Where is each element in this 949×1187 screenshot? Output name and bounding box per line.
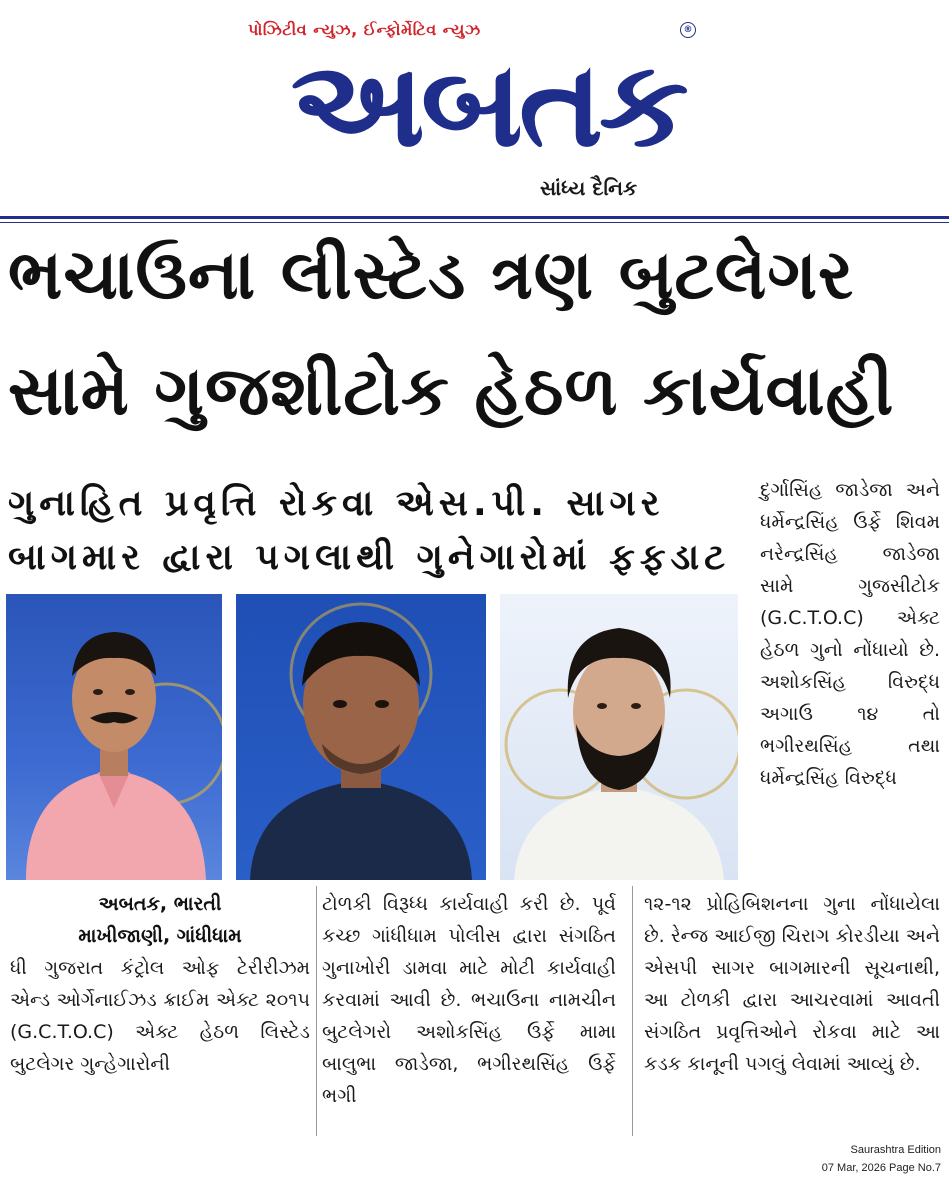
- column-divider-1: [316, 886, 317, 1136]
- side-column-text: દુર્ગાસિંહ જાડેજા અને ધર્મેન્દ્રસિંહ ઉર્ફે શિવમ નરેન્દ્રસિંહ જાડેજા સામે ગુજસીટોક (G.C.T.O.C) એક્ટ હેઠળ ગુનો નોંધાયો છે. અશોકસિંહ વિરુદ્ધ અગાઉ ૧૪ તો ભગીરથસિંહ તથા ધર્મેન્દ્રસિંહ વિરુદ્ધ: [760, 479, 940, 789]
- edition-label: Saurashtra Edition: [850, 1144, 941, 1156]
- accused-photo-2-image: [236, 594, 486, 880]
- date-page-label: 07 Mar, 2026 Page No.7: [821, 1162, 941, 1174]
- headline-line-2: સામે ગુજશીટોક હેઠળ કાર્યવાહી: [8, 352, 895, 431]
- accused-photo-3: [500, 594, 738, 880]
- subheadline-line-1: ગુનાહિત પ્રવૃત્તિ રોકવા એસ.પી. સાગર: [8, 483, 665, 524]
- masthead-rule-thin: [0, 222, 949, 223]
- accused-photo-1: [6, 594, 222, 880]
- byline-line-2: માખીજાણી, ગાંધીધામ: [78, 925, 242, 947]
- subheadline-line-2: બાગમાર દ્વારા પગલાથી ગુનેગારોમાં ફફડાટ: [8, 537, 731, 578]
- accused-photo-3-image: [500, 594, 738, 880]
- accused-photo-2: [236, 594, 486, 880]
- byline-line-1: અબતક, ભારતી: [98, 893, 222, 915]
- article-column-1-text: ધી ગુજરાત કંટ્રોલ ઓફ ટેરીરીઝમ એન્ડ ઓર્ગેનાઈઝડ ક્રાઈમ એક્ટ ૨૦૧૫ (G.C.T.O.C) એક્ટ હેઠળ લિસ્ટેડ બુટલેગર ગુન્હેગારોની: [10, 957, 310, 1075]
- article-column-2: [322, 888, 616, 1112]
- masthead-tagline: પોઝિટીવ ન્યુઝ, ઈન્ફોર્મેટિવ ન્યુઝ: [248, 20, 481, 39]
- article-column-2-text: ટોળકી વિરૂધ્ધ કાર્યવાહી કરી છે. પૂર્વ કચ્છ ગાંધીધામ પોલીસ દ્વારા સંગઠિત ગુનાખોરી ડામવા માટે મોટી કાર્યવાહી કરવામાં આવી છે. ભચાઉના નામચીન બુટલેગરો અશોકસિંહ ઉર્ફે મામા બાલુભા જાડેજા, ભગીરથસિંહ ઉર્ફે ભગી: [322, 893, 616, 1107]
- article-column-3-text: ૧૨-૧૨ પ્રોહિબિશનના ગુના નોંધાયેલા છે. રેન્જ આઈજી ચિરાગ કોરડીયા અને એસપી સાગર બાગમારની સૂચનાથી, આ ટોળકી દ્વારા આચરવામાં આવતી સંગઠિત પ્રવૃત્તિઓને રોકવા માટે આ કડક કાનૂની પગલું લેવામાં આવ્યું છે.: [644, 893, 940, 1075]
- newspaper-logo: અબતક: [290, 35, 685, 173]
- masthead-rule: [0, 216, 949, 219]
- column-divider-2: [632, 886, 633, 1136]
- byline: [10, 888, 310, 952]
- headline-line-1: ભચાઉના લીસ્ટેડ ત્રણ બુટલેગર: [8, 236, 855, 315]
- article-column-3: [644, 888, 940, 1080]
- masthead: [0, 0, 949, 220]
- accused-photo-1-image: [6, 594, 222, 880]
- article-column-1: [10, 952, 310, 1080]
- side-column: [760, 474, 940, 794]
- registered-mark: ®: [680, 22, 696, 38]
- masthead-subtitle: સાંધ્ય દૈનિક: [540, 176, 638, 200]
